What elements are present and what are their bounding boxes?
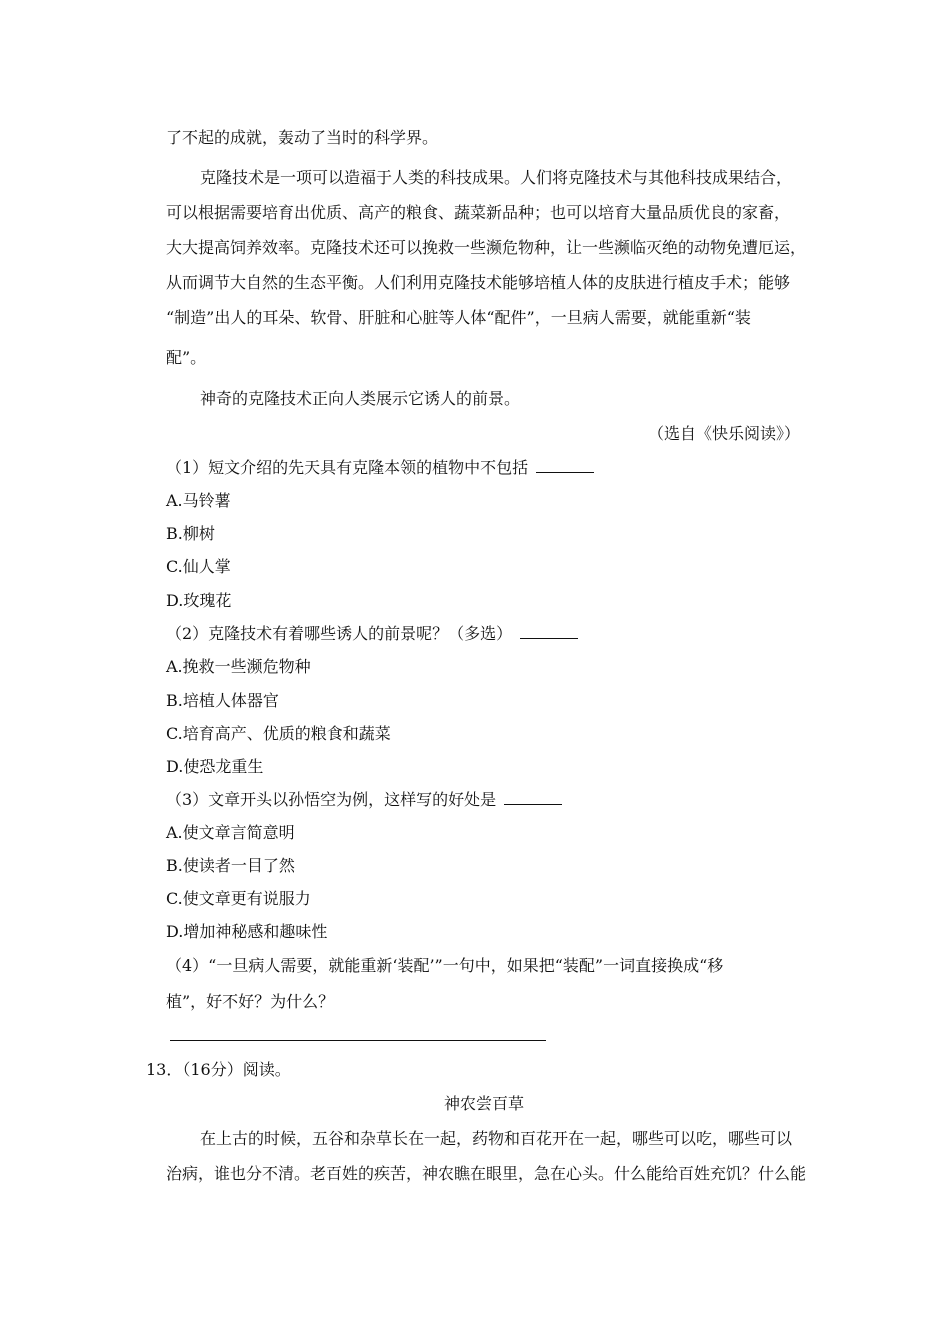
passage-source: （选自《快乐阅读》） xyxy=(648,424,801,443)
passage-para-1-line-1: 克隆技术是一项可以造福于人类的科技成果。人们将克隆技术与其他科技成果结合， xyxy=(200,168,793,187)
question-4-answer-line[interactable] xyxy=(170,1040,546,1041)
passage-para-1-line-6: 配”。 xyxy=(166,348,207,367)
passage-para-1-line-5: “制造”出人的耳朵、软骨、肝脏和心脏等人体“配件”，一旦病人需要，就能重新“装 xyxy=(166,308,751,327)
question-3-option-a: A.使文章言简意明 xyxy=(166,823,295,842)
question-3-option-d: D.增加神秘感和趣味性 xyxy=(166,922,328,941)
passage-para-1-line-4: 从而调节大自然的生态平衡。人们利用克隆技术能够培植人体的皮肤进行植皮手术；能够 xyxy=(166,273,791,292)
question-3-option-c: C.使文章更有说服力 xyxy=(166,889,311,908)
question-4-line-2: 植”，好不好？为什么？ xyxy=(166,992,335,1011)
question-2-option-c: C.培育高产、优质的粮食和蔬菜 xyxy=(166,724,391,743)
passage-para-2: 神奇的克隆技术正向人类展示它诱人的前景。 xyxy=(200,389,521,408)
answer-blank[interactable] xyxy=(520,624,578,639)
section-13-line-2: 治病，谁也分不清。老百姓的疾苦，神农瞧在眼里，急在心头。什么能给百姓充饥？什么能 xyxy=(166,1164,807,1183)
question-2-option-d: D.使恐龙重生 xyxy=(166,757,264,776)
question-4-line-1: （4）“一旦病人需要，就能重新‘装配’”一句中，如果把“装配”一词直接换成“移 xyxy=(166,956,724,975)
answer-blank[interactable] xyxy=(504,790,562,805)
question-1-stem xyxy=(166,458,594,478)
question-2-option-a: A.挽救一些濒危物种 xyxy=(166,657,311,676)
passage-line-0: 了不起的成就，轰动了当时的科学界。 xyxy=(166,128,439,147)
question-1-option-a: A.马铃薯 xyxy=(166,491,231,510)
question-3-text: （3）文章开头以孙悟空为例，这样写的好处是 xyxy=(166,790,497,809)
question-1-text: （1）短文介绍的先天具有克隆本领的植物中不包括 xyxy=(166,458,529,477)
question-3-stem xyxy=(166,790,562,810)
question-2-stem xyxy=(166,624,578,644)
question-3-option-b: B.使读者一目了然 xyxy=(166,856,295,875)
section-13-title: 神农尝百草 xyxy=(444,1094,525,1113)
question-1-option-c: C.仙人掌 xyxy=(166,557,231,576)
passage-para-1-line-3: 大大提高饲养效率。克隆技术还可以挽救一些濒危物种，让一些濒临灭绝的动物免遭厄运， xyxy=(166,238,807,257)
question-1-option-b: B.柳树 xyxy=(166,524,215,543)
question-1-option-d: D.玫瑰花 xyxy=(166,591,232,610)
passage-para-1-line-2: 可以根据需要培育出优质、高产的粮食、蔬菜新品种；也可以培育大量品质优良的家畜， xyxy=(166,203,791,222)
question-2-text: （2）克隆技术有着哪些诱人的前景呢？（多选） xyxy=(166,624,513,643)
question-2-option-b: B.培植人体器官 xyxy=(166,691,279,710)
section-13-line-1: 在上古的时候，五谷和杂草长在一起，药物和百花开在一起，哪些可以吃，哪些可以 xyxy=(200,1129,793,1148)
section-13-heading: 13．（16分）阅读。 xyxy=(146,1060,291,1079)
answer-blank[interactable] xyxy=(536,458,594,473)
